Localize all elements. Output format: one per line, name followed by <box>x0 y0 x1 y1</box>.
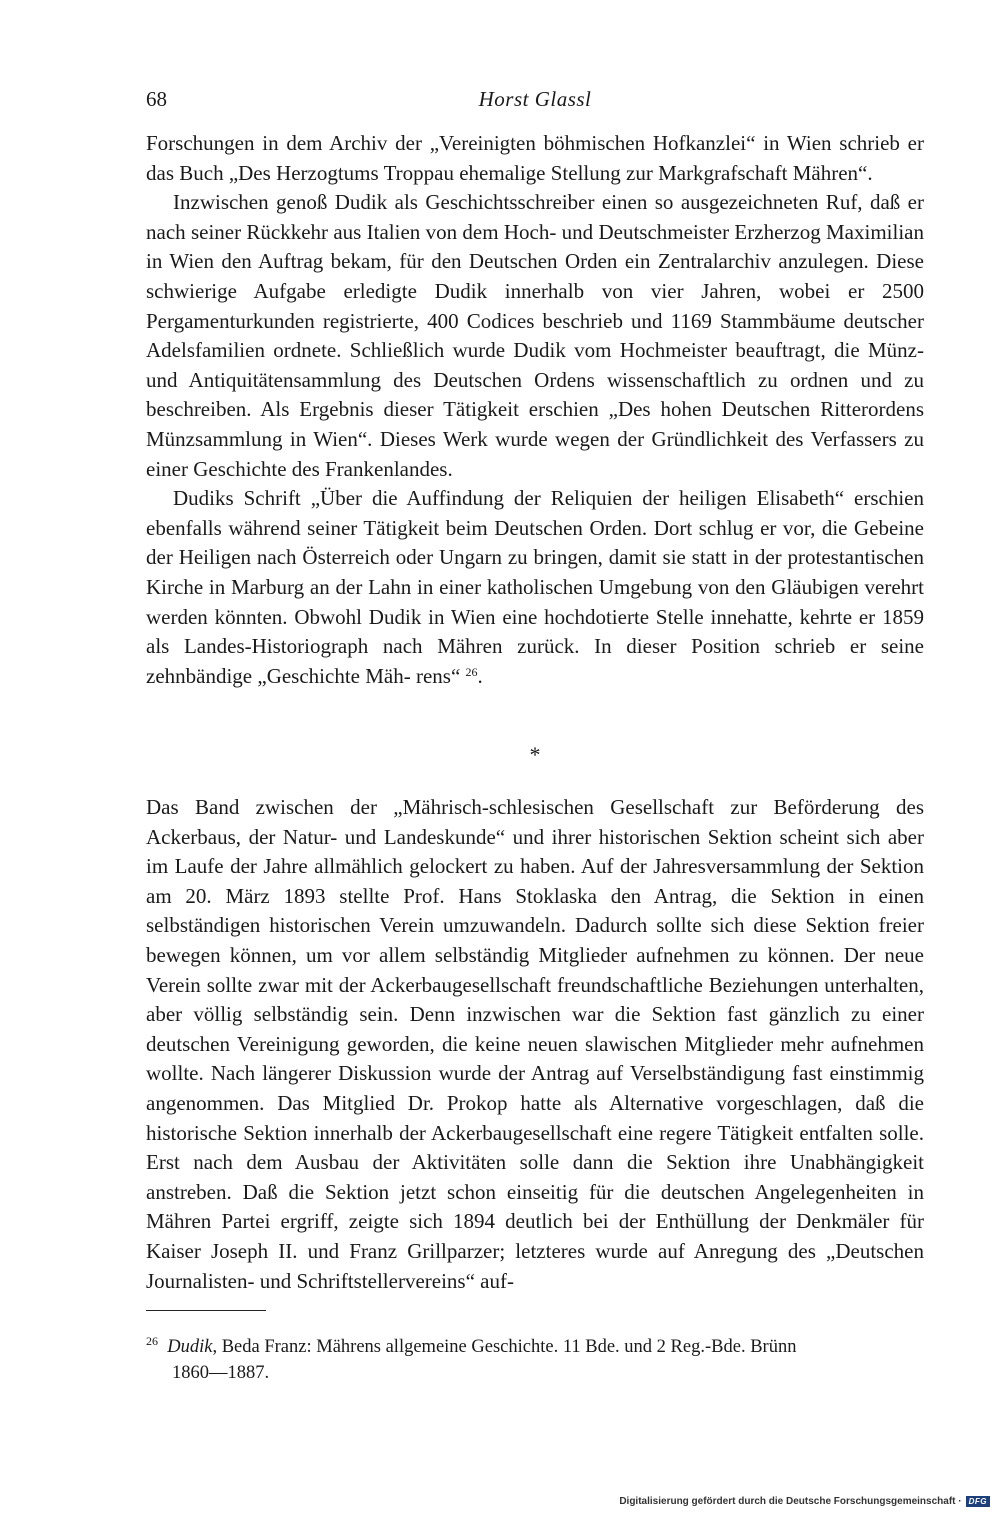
dfg-logo-icon: DFG <box>966 1496 990 1507</box>
text-block-upper <box>146 129 924 691</box>
digitization-text: Digitalisierung gefördert durch die Deutsche Forschungsgemeinschaft · <box>619 1496 962 1507</box>
footnote-number: 26 <box>146 1334 158 1348</box>
paragraph: Forschungen in dem Archiv der „Vereinigten böhmischen Hofkanzlei“ in Wien schrieb er das Buch „Des Herzogtums Troppau ehemalige Stellung zur Markgrafschaft Mähren“. <box>146 131 924 185</box>
footnote-divider <box>146 1310 266 1311</box>
paragraph <box>146 484 924 691</box>
paragraph-last-text: rens“ <box>415 663 461 688</box>
section-separator: * <box>529 742 541 767</box>
footnote-continuation: 1860—1887. <box>172 1363 270 1383</box>
paragraph-text: Dudiks Schrift „Über die Auffindung der Reliquien der heiligen Elisabeth“ erschien ebenfalls während seiner Tätigkeit beim Deutschen Orden. Dort schlug er vor, die Gebeine der Heiligen nach Österreich oder Ungarn zu bringen, damit sie statt in der protestantischen Kirche in Marburg an der Lahn in einer katholischen Umgebung von den Gläubigen verehrt werden könnten. Obwohl Dudik in Wien eine hochdotierte Stelle innehatte, kehrte er 1859 als Landes-Historiograph nach Mähren zurück. In dieser Position schrieb er seine zehnbändige „Geschichte Mäh- <box>146 486 924 688</box>
paragraph-end: . <box>477 663 483 688</box>
paragraph: Das Band zwischen der „Mährisch-schlesischen Gesellschaft zur Beförderung des Ackerbaus, der Natur- und Landeskunde“ und ihrer historischen Sektion scheint sich aber im Laufe der Jahre allmählich gelockert zu haben. Auf der Jahresversammlung der Sektion am 20. März 1893 stellte Prof. Hans Stoklaska den Antrag, die Sektion in einen selbständigen historischen Verein umzuwandeln. Dadurch sollte sich diese Sektion freier bewegen können, um vor allem selbständig Mitglieder aufnehmen zu können. Der neue Verein sollte zwar mit der Ackerbaugesellschaft freundschaftliche Beziehungen unterhalten, aber völlig selbständig sein. Denn inzwischen war die Sektion fast gänzlich zu einer deutschen Vereinigung geworden, die keine neuen slawischen Mitglieder mehr aufnehmen wollte. Nach längerer Diskussion wurde der Antrag auf Verselbständigung fast einstimmig angenommen. Das Mitglied Dr. Prokop hatte als Alternative vorgeschlagen, daß die historische Sektion innerhalb der Ackerbaugesellschaft eine regere Tätigkeit entfalten solle. Erst nach dem Ausbau der Aktivitäten solle dann die Sektion ihre Unabhängigkeit anstreben. Daß die Sektion jetzt schon einseitig für die deutschen Angelegenheiten in Mähren Partei ergriff, zeigte sich 1894 deutlich bei der Enthüllung der Denkmäler für Kaiser Joseph II. und Franz Grillparzer; letzteres wurde auf Anregung des „Deutschen Journalisten- und Schriftstellervereins“ auf- <box>146 795 924 1293</box>
digitization-note <box>619 1496 990 1507</box>
footnote-text: , Beda Franz: Mährens allgemeine Geschichte. 11 Bde. und 2 Reg.-Bde. Brünn <box>212 1337 797 1357</box>
page-number: 68 <box>146 87 167 111</box>
footnote-author: Dudik <box>167 1337 213 1357</box>
footnote-line <box>146 1334 924 1360</box>
text-block-lower <box>146 793 924 1296</box>
paragraph: Inzwischen genoß Dudik als Geschichtsschreiber einen so ausgezeichneten Ruf, daß er nach seiner Rückkehr aus Italien von dem Hoch- und Deutschmeister Erzherzog Maximilian in Wien den Auftrag bekam, für den Deutschen Orden ein Zentralarchiv anzulegen. Diese schwierige Aufgabe erledigte Dudik innerhalb von vier Jahren, wobei er 2500 Pergamenturkunden registrierte, 400 Codices beschrieb und 1169 Stammbäume deutscher Adelsfamilien ordnete. Schließlich wurde Dudik vom Hochmeister beauftragt, die Münz- und Antiquitätensammlung des Deutschen Ordens wissenschaftlich zu ordnen und zu beschreiben. Als Ergebnis dieser Tätigkeit erschien „Des hohen Deutschen Ritterordens Münzsammlung in Wien“. Dieses Werk wurde wegen der Gründlichkeit des Verfassers zu einer Geschichte des Frankenlandes. <box>146 190 924 481</box>
running-head: Horst Glassl <box>478 87 592 111</box>
page-header <box>146 86 924 116</box>
footnote <box>146 1334 924 1386</box>
footnote-reference[interactable]: 26 <box>465 664 478 679</box>
